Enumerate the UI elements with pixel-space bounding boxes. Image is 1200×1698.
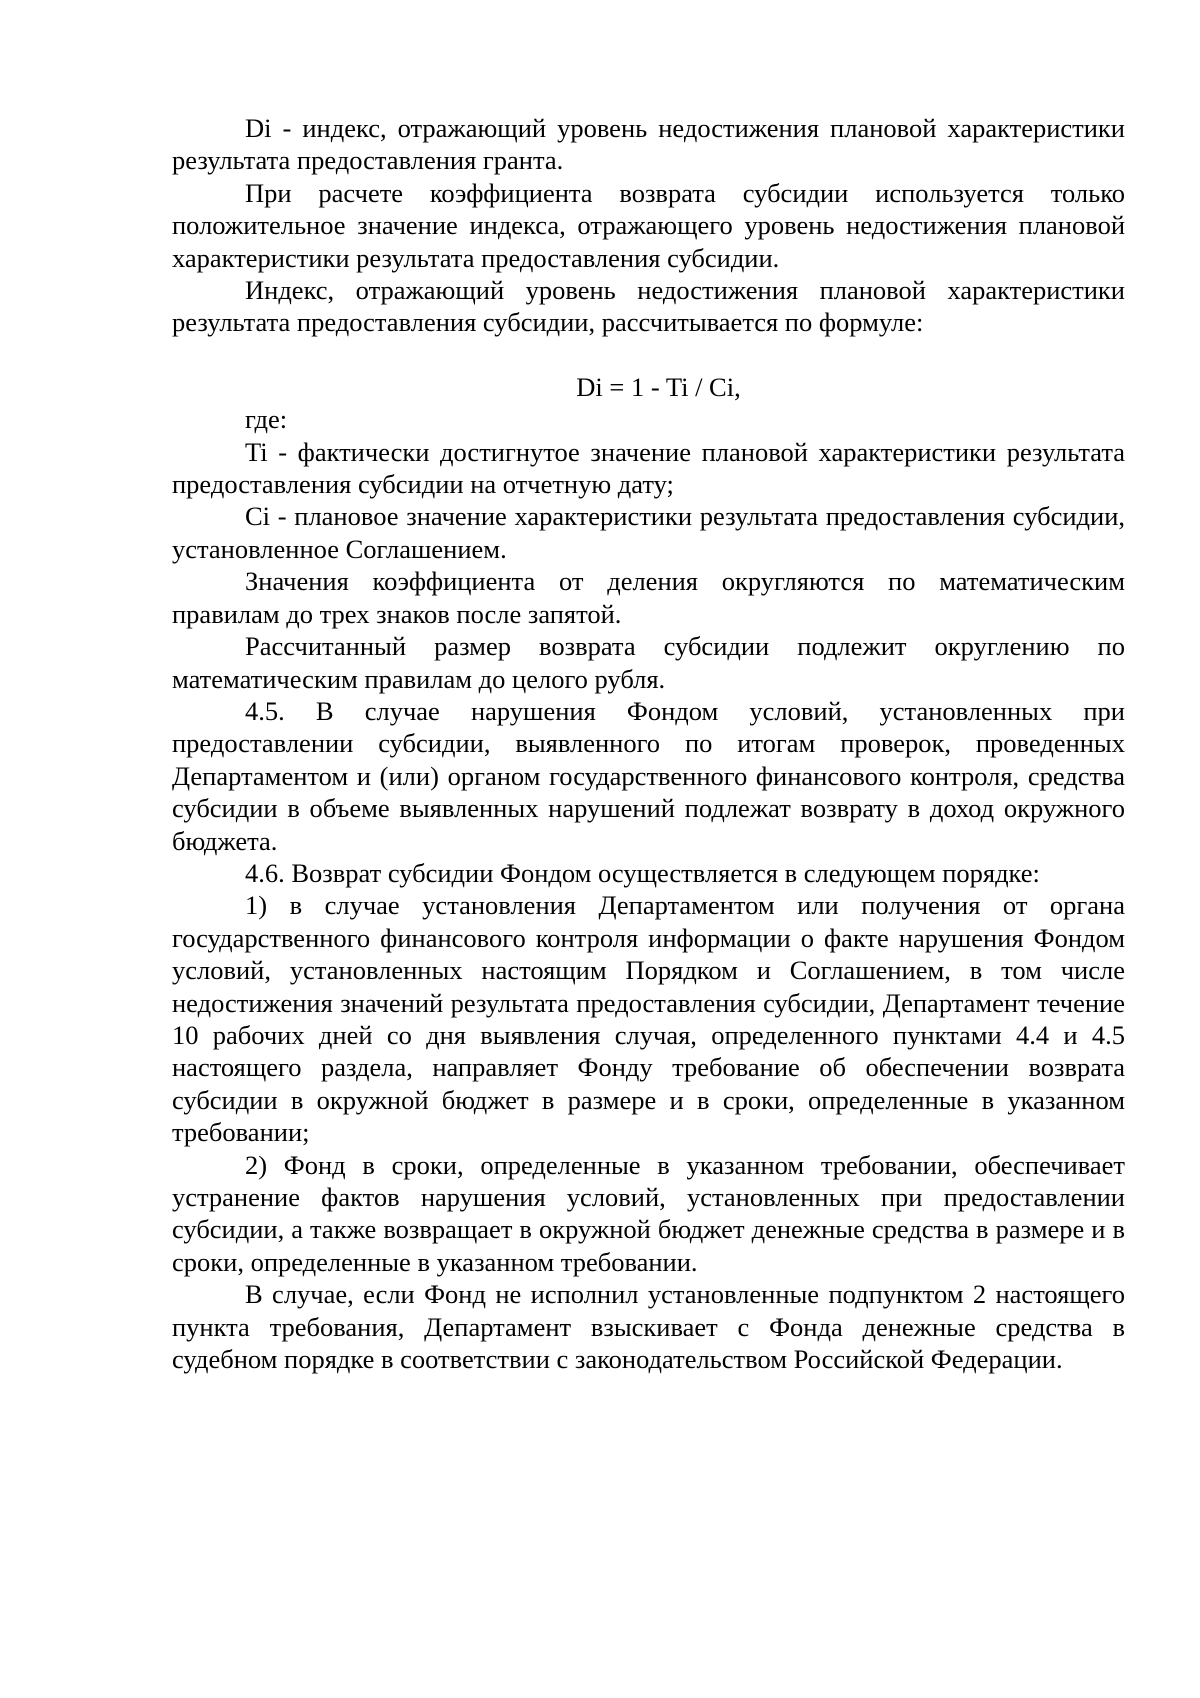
document-body — [172, 112, 1125, 1375]
paragraph-index-formula-intro: Индекс, отражающий уровень недостижения плановой характеристики результата предоставления субсидии, рассчитывается по формуле: — [172, 275, 1125, 338]
paragraph-ci-definition: Ci - плановое значение характеристики результата предоставления субсидии, установленное Соглашением. — [172, 501, 1125, 564]
paragraph-clause-4-6: 4.6. Возврат субсидии Фондом осуществляется в следующем порядке: — [245, 857, 1040, 888]
paragraph-where: где: — [245, 404, 288, 435]
paragraph-rounding-coefficient: Значения коэффициента от деления округляются по математическим правилам до трех знаков после запятой. — [172, 566, 1125, 629]
paragraph-di-definition: Di - индекс, отражающий уровень недостижения плановой характеристики результата предоставления гранта. — [172, 113, 1125, 176]
paragraph-clause-4-5: 4.5. В случае нарушения Фондом условий, установленных при предоставлении субсидии, выявленного по итогам проверок, проведенных Департаментом и (или) органом государственного финансового контроля, средства субсидии в объеме выявленных нарушений подлежат возврату в доход окружного бюджета. — [172, 695, 1125, 856]
paragraph-subclause-2: 2) Фонд в сроки, определенные в указанном требовании, обеспечивает устранение фактов нарушения условий, установленных при предоставлении субсидии, а также возвращает в окружной бюджет денежные средства в размере и в сроки, определенные в указанном требовании. — [172, 1149, 1125, 1277]
paragraph-rounding-refund: Рассчитанный размер возврата субсидии подлежит округлению по математическим правилам до целого рубля. — [172, 631, 1125, 694]
paragraph-ti-definition: Ti - фактически достигнутое значение плановой характеристики результата предоставления субсидии на отчетную дату; — [172, 436, 1125, 500]
paragraph-positive-index: При расчете коэффициента возврата субсидии используется только положительное значение индекса, отражающего уровень недостижения плановой характеристики результата предоставления субсидии. — [172, 177, 1125, 273]
formula-di: Di = 1 - Ti / Ci, — [576, 371, 741, 402]
paragraph-subclause-1: 1) в случае установления Департаментом или получения от органа государственного финансового контроля информации о факте нарушения Фондом условий, установленных настоящим Порядком и Соглашением, в том числе недостижения значений результата предоставления субсидии, Департамент течение 10 рабочих дней со дня выявления случая, определенного пунктами 4.4 и 4.5 настоящего раздела, направляет Фонду требование об обеспечении возврата субсидии в окружной бюджет в размере и в сроки, определенные в указанном требовании; — [172, 890, 1125, 1148]
paragraph-court-recovery: В случае, если Фонд не исполнил установленные подпунктом 2 настоящего пункта требования, Департамент взыскивает с Фонда денежные средства в судебном порядке в соответствии с законодательством Российской Федерации. — [172, 1279, 1125, 1375]
